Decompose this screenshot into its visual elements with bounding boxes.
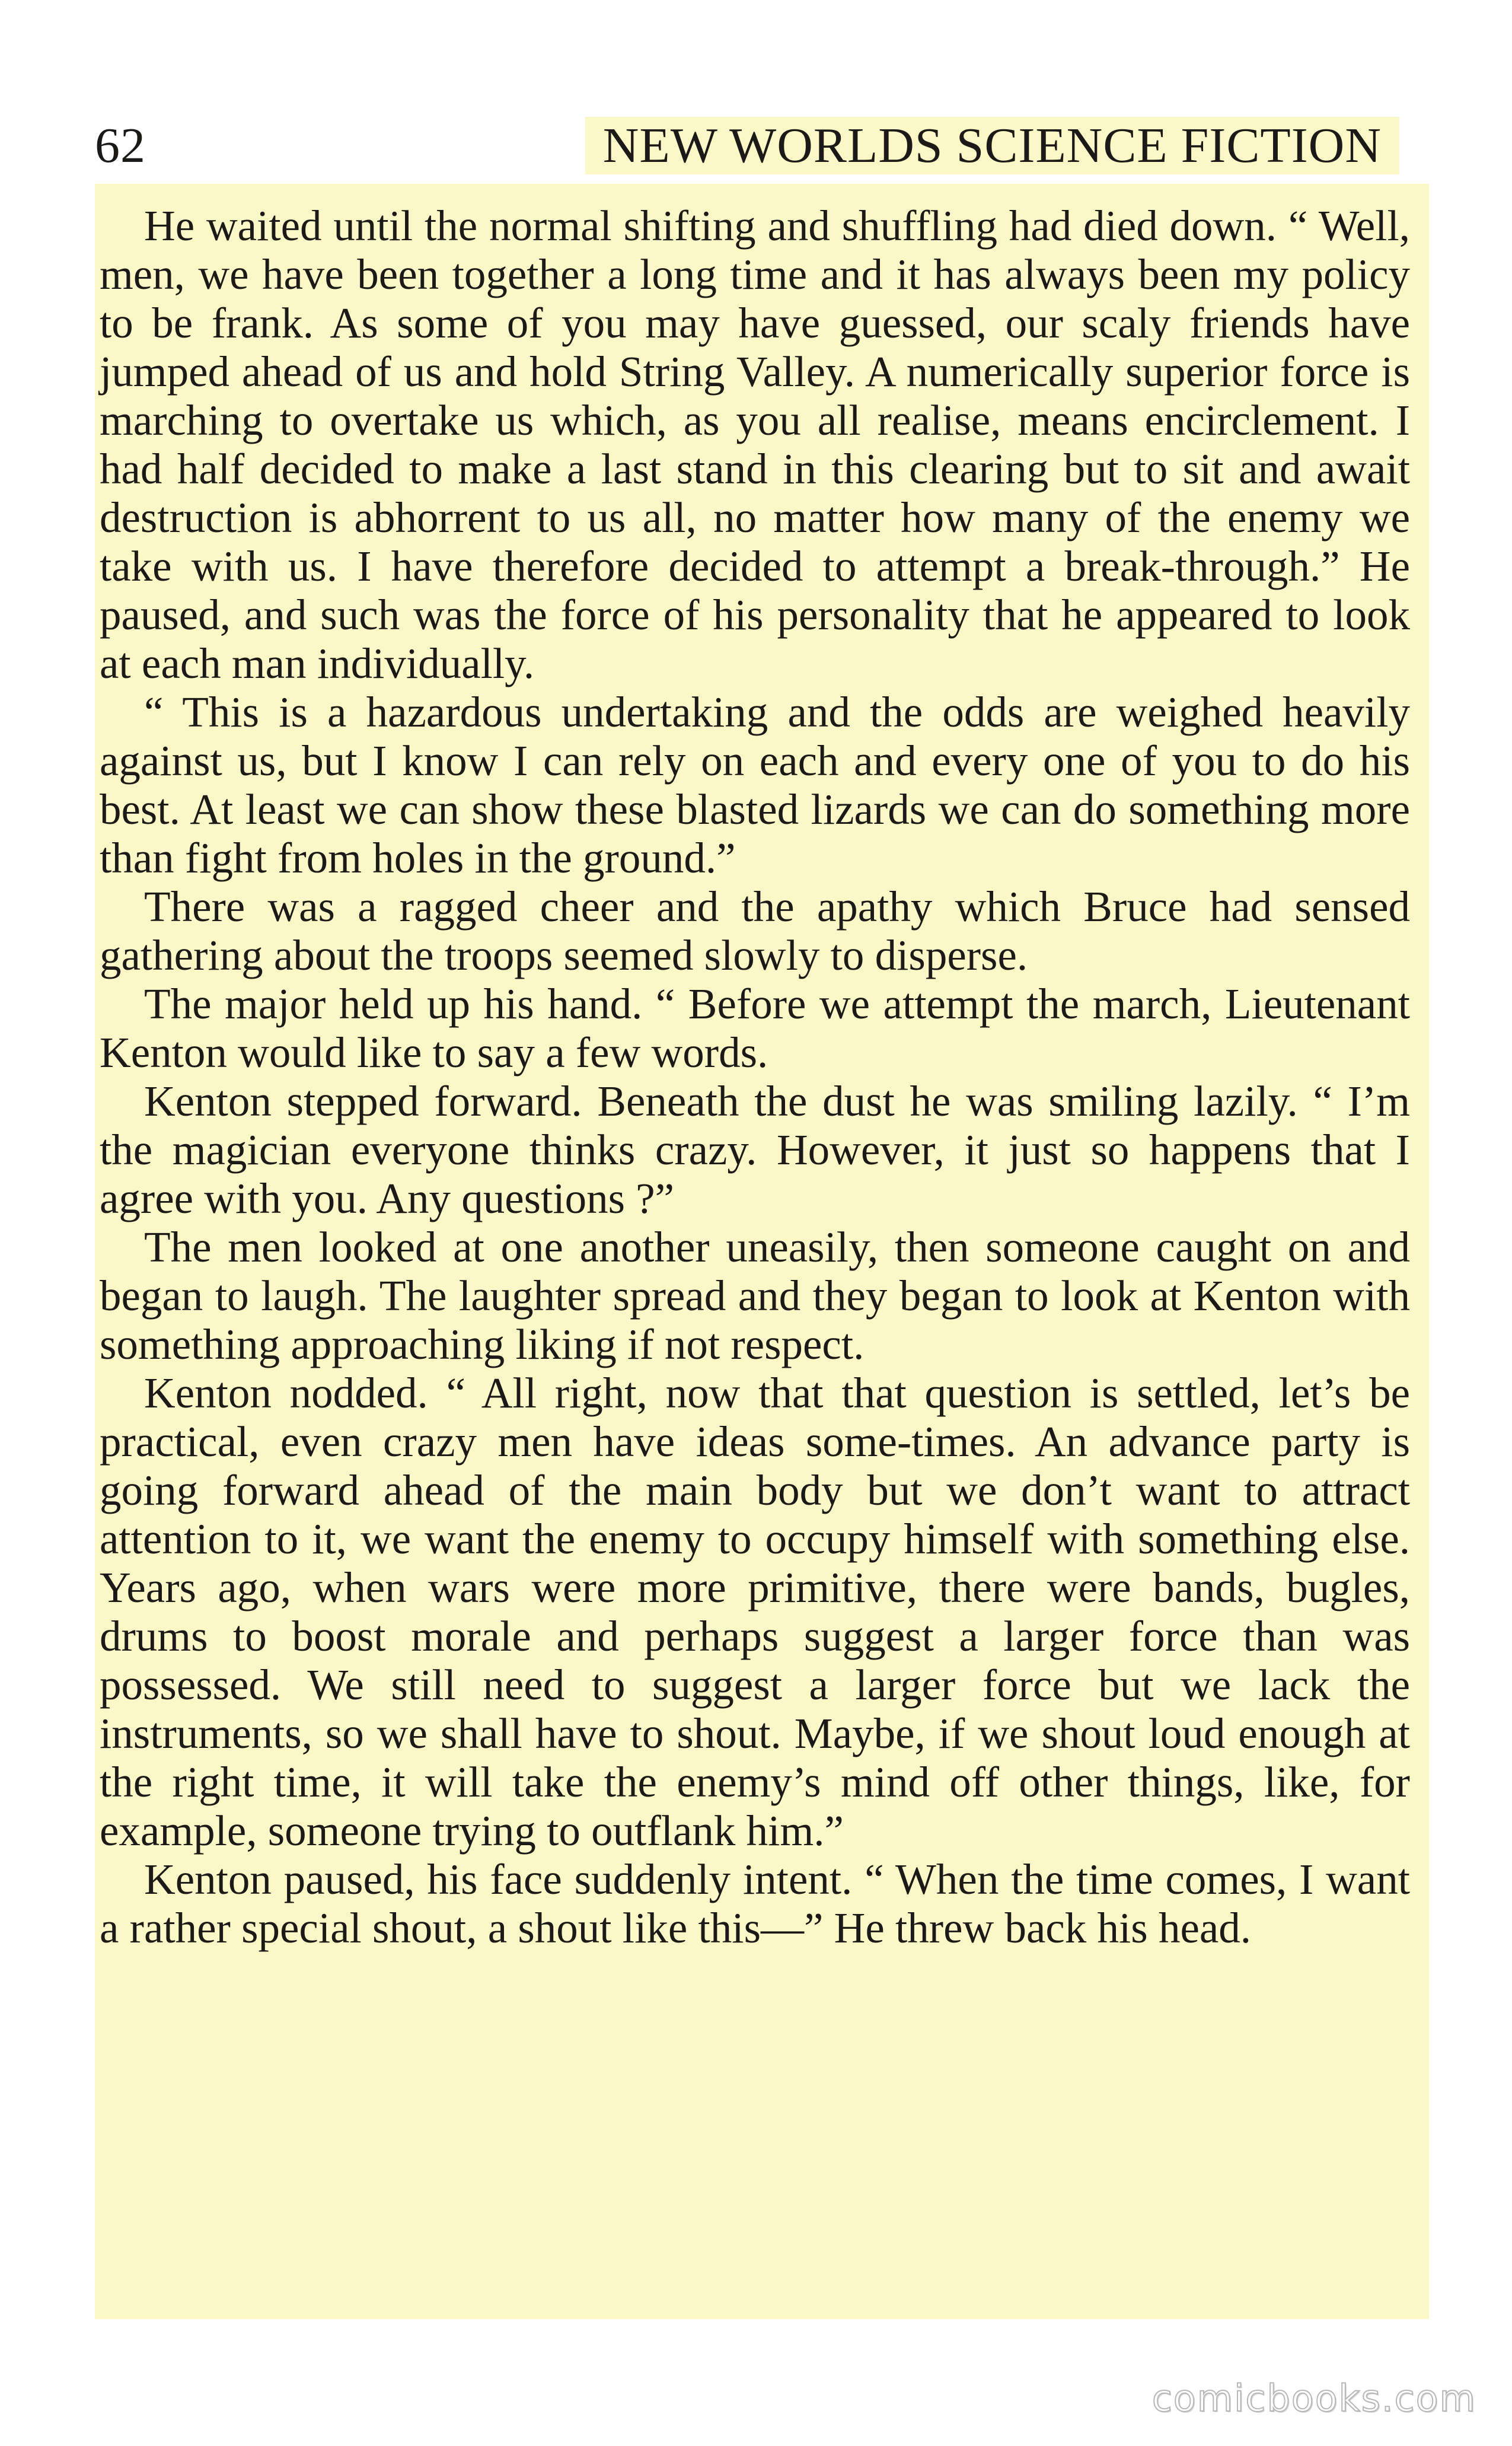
running-title: NEW WORLDS SCIENCE FICTION — [585, 117, 1399, 174]
paragraph-6: The men looked at one another uneasily, then someone caught on and began to laugh. The laughter spread and they began to look at Kenton with something approaching liking if not respect. — [100, 1223, 1410, 1368]
paragraph-1: He waited until the normal shifting and shuffling had died down. “ Well, men, we have been together a long time and it has always been my policy to be frank. As some of you may have guessed, our scaly friends have jumped ahead of us and hold String Valley. A numerically superior force is marching to overtake us which, as you all realise, means encirclement. I had half decided to make a last stand in this clearing but to sit and await destruction is abhorrent to us all, no matter how many of the enemy we take with us. I have therefore decided to attempt a break-through.” He paused, and such was the force of his personality that he appeared to look at each man individually. — [100, 202, 1410, 687]
paragraph-5: Kenton stepped forward. Beneath the dust he was smiling lazily. “ I’m the magician everyone thinks crazy. However, it just so happens that I agree with you. Any questions ?” — [100, 1077, 1410, 1222]
page-number: 62 — [95, 117, 146, 173]
paragraph-8: Kenton paused, his face suddenly intent. “ When the time comes, I want a rather special shout, a shout like this—” He threw back his head. — [100, 1855, 1410, 1952]
paragraph-4: The major held up his hand. “ Before we attempt the march, Lieutenant Kenton would like to say a few words. — [100, 980, 1410, 1077]
story-body — [100, 202, 1410, 1953]
paragraph-2: “ This is a hazardous undertaking and the odds are weighed heavily against us, but I know I can rely on each and every one of you to do his best. At least we can show these blasted lizards we can do something more than fight from holes in the ground.” — [100, 688, 1410, 882]
page-header — [95, 113, 1399, 178]
watermark: comicbooks.com — [1151, 2377, 1476, 2420]
paragraph-3: There was a ragged cheer and the apathy which Bruce had sensed gathering about the troops seemed slowly to disperse. — [100, 883, 1410, 979]
paragraph-7: Kenton nodded. “ All right, now that that question is settled, let’s be practical, even crazy men have ideas some-times. An advance party is going forward ahead of the main body but we don’t want to attract attention to it, we want the enemy to occupy himself with something else. Years ago, when wars were more primitive, there were bands, bugles, drums to boost morale and perhaps suggest a larger force than was possessed. We still need to suggest a larger force but we lack the instruments, so we shall have to shout. Maybe, if we shout loud enough at the right time, it will take the enemy’s mind off other things, like, for example, someone trying to outflank him.” — [100, 1369, 1410, 1855]
